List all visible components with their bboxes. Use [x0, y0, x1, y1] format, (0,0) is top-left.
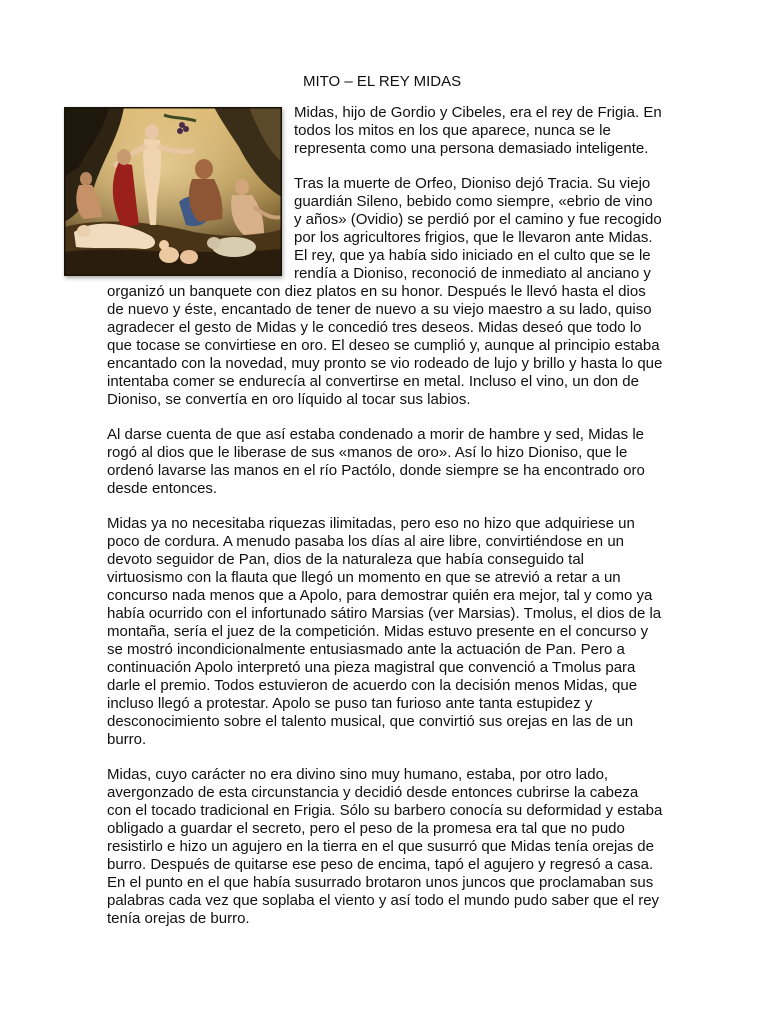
document-body — [107, 104, 663, 945]
paragraph-orejas-de-burro: Midas, cuyo carácter no era divino sino muy humano, estaba, por otro lado, avergonzado de esta circunstancia y decidió desde entonces cubrirse la cabeza con el tocado tradicional en Frigia. Sólo su barbero conocía su deformidad y estaba obligado a guardar el secreto, pero el peso de la promesa era tal que no pudo resistirlo e hizo un agujero en la tierra en el que susurró que Midas tenía orejas de burro. Después de quitarse ese peso de encima, tapó el agujero y regresó a casa. En el punto en el que había susurrado brotaron unos juncos que proclamaban sus palabras cada vez que soplaba el viento y así todo el mundo pudo saber que el rey tenía orejas de burro. — [107, 766, 663, 927]
midas-bacchanal-painting — [64, 107, 282, 276]
paragraph-concurso: Midas ya no necesitaba riquezas ilimitadas, pero eso no hizo que adquiriese un poco de cordura. A menudo pasaba los días al aire libre, convirtiéndose en un devoto seguidor de Pan, dios de la naturaleza que había conseguido tal virtuosismo con la flauta que llegó un momento en que se atrevió a retar a un concurso nada menos que a Apolo, para demostrar quién era mejor, tal y como ya había ocurrido con el infortunado sátiro Marsias (ver Marsias). Tmolus, el dios de la montaña, sería el juez de la competición. Midas estuvo presente en el concurso y se mostró incondicionalmente entusiasmado ante la actuación de Pan. Pero a continuación Apolo interpretó una pieza magistral que convenció a Tmolus para darle el premio. Todos estuvieron de acuerdo con la decisión menos Midas, que incluso llegó a protestar. Apolo se puso tan furioso ante tanta estupidez y desconocimiento sobre el talento musical, que convirtió sus orejas en las de un burro. — [107, 515, 662, 748]
document-title: MITO – EL REY MIDAS — [303, 73, 462, 90]
paragraph-sileno: Tras la muerte de Orfeo, Dioniso dejó Tracia. Su viejo guardián Sileno, bebido como siempre, «ebrio de vino y años» (Ovidio) se perdió por el camino y fue recogido por los agricultores frigios, que le llevaron ante Midas. El rey, que ya había sido iniciado en el culto que se le rendía a Dioniso, reconoció de inmediato al anciano y organizó un banquete con diez platos en su honor. Después le llevó hasta el dios de nuevo y éste, encantado de tener de nuevo a su viejo maestro a su lado, quiso agradecer el gesto de Midas y le concedió tres deseos. Midas deseó que todo lo que tocase se convirtiese en oro. El deseo se cumplió y, aunque al principio estaba encantado con la novedad, muy pronto se vio rodeado de lujo y brillo y hasta lo que intentaba comer se endurecía al convertirse en metal. Incluso el vino, un don de Dioniso, se convertía en oro líquido al tocar sus labios. — [107, 175, 663, 408]
paragraph-manos-de-oro: Al darse cuenta de que así estaba condenado a morir de hambre y sed, Midas le rogó al dios que le liberase de sus «manos de oro». Así lo hizo Dioniso, que le ordenó lavarse las manos en el río Pactólo, donde siempre se ha encontrado oro desde entonces. — [107, 426, 645, 497]
paragraph-intro: Midas, hijo de Gordio y Cibeles, era el rey de Frigia. En todos los mitos en los que aparece, nunca se le representa como una persona demasiado inteligente. — [294, 104, 662, 157]
